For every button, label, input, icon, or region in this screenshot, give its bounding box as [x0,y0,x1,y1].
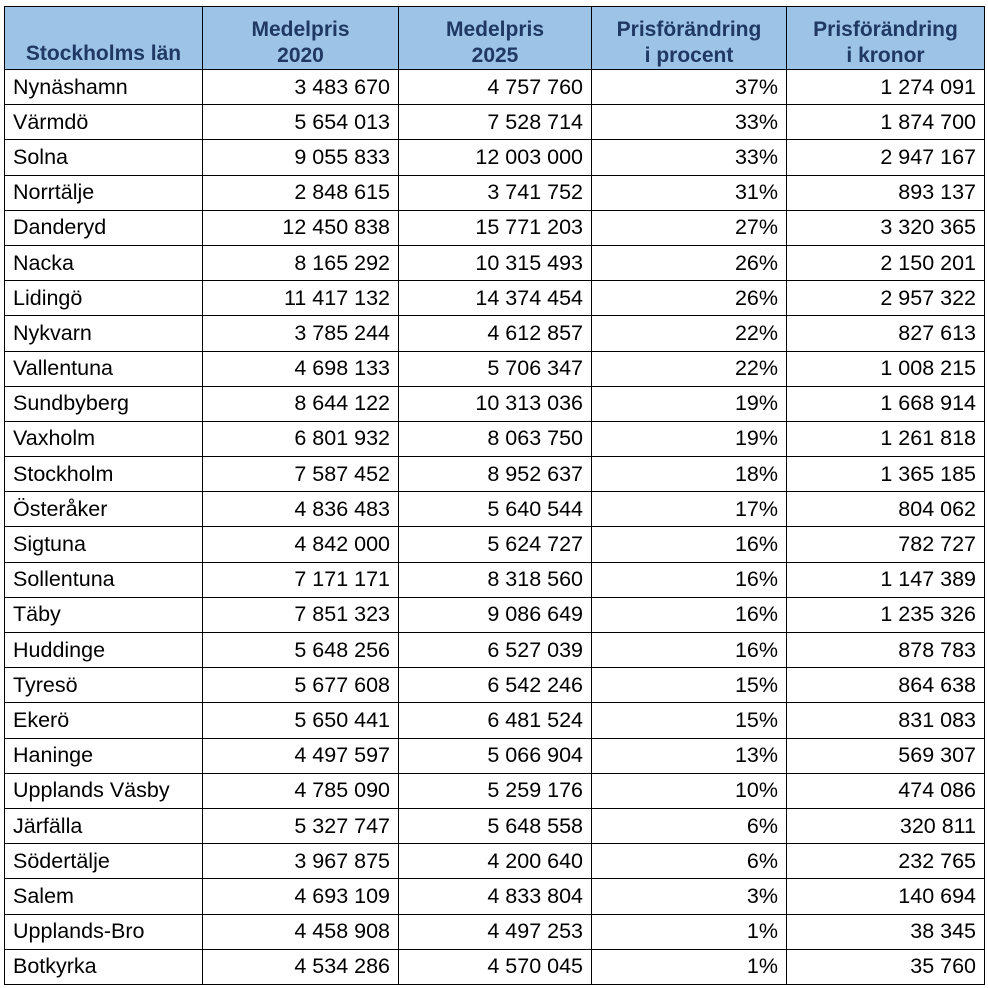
cell-avg-price-2020: 5 327 747 [203,808,399,843]
header-change-kronor [787,7,985,70]
cell-avg-price-2025: 5 706 347 [399,351,592,386]
table-row [5,351,985,386]
cell-avg-price-2025: 15 771 203 [399,210,592,245]
cell-avg-price-2020: 4 698 133 [203,351,399,386]
cell-avg-price-2020: 5 654 013 [203,105,399,140]
cell-municipality: Upplands Väsby [5,773,203,808]
header-municipality [5,7,203,70]
table-row [5,316,985,351]
cell-change-percent: 26% [592,281,787,316]
cell-change-kronor: 878 783 [787,633,985,668]
cell-municipality: Upplands-Bro [5,914,203,949]
cell-change-percent: 33% [592,105,787,140]
cell-avg-price-2025: 4 200 640 [399,844,592,879]
cell-change-percent: 27% [592,210,787,245]
table-row [5,281,985,316]
cell-change-percent: 17% [592,492,787,527]
cell-avg-price-2025: 7 528 714 [399,105,592,140]
cell-avg-price-2020: 5 677 608 [203,668,399,703]
header-municipality-line-1: Stockholms län [25,42,182,65]
cell-change-percent: 15% [592,668,787,703]
cell-avg-price-2020: 4 785 090 [203,773,399,808]
header-avg-price-2025 [399,7,592,70]
cell-change-kronor: 1 365 185 [787,457,985,492]
cell-change-kronor: 831 083 [787,703,985,738]
header-avg-price-2025-line-2: 2025 [471,44,519,67]
cell-change-kronor: 474 086 [787,773,985,808]
cell-avg-price-2025: 12 003 000 [399,140,592,175]
table-row [5,597,985,632]
cell-avg-price-2020: 8 644 122 [203,386,399,421]
cell-avg-price-2020: 3 483 670 [203,70,399,105]
cell-avg-price-2020: 4 534 286 [203,949,399,984]
cell-change-kronor: 1 668 914 [787,386,985,421]
cell-municipality: Sigtuna [5,527,203,562]
cell-change-kronor: 804 062 [787,492,985,527]
table-body [5,70,985,985]
cell-change-percent: 22% [592,351,787,386]
cell-change-kronor: 1 235 326 [787,597,985,632]
table-row [5,421,985,456]
cell-municipality: Vallentuna [5,351,203,386]
cell-municipality: Botkyrka [5,949,203,984]
cell-avg-price-2020: 4 497 597 [203,738,399,773]
cell-municipality: Danderyd [5,210,203,245]
cell-municipality: Sollentuna [5,562,203,597]
cell-avg-price-2025: 10 315 493 [399,245,592,280]
table-row [5,210,985,245]
cell-municipality: Värmdö [5,105,203,140]
table-row [5,140,985,175]
cell-municipality: Vaxholm [5,421,203,456]
table-row [5,773,985,808]
table-row [5,668,985,703]
cell-avg-price-2020: 7 587 452 [203,457,399,492]
cell-avg-price-2020: 7 851 323 [203,597,399,632]
cell-avg-price-2025: 9 086 649 [399,597,592,632]
header-change-kronor-line-1: Prisförändring [813,18,958,41]
cell-change-kronor: 1 274 091 [787,70,985,105]
cell-municipality: Sundbyberg [5,386,203,421]
cell-municipality: Österåker [5,492,203,527]
cell-municipality: Nynäshamn [5,70,203,105]
cell-municipality: Järfälla [5,808,203,843]
cell-change-percent: 26% [592,245,787,280]
cell-avg-price-2020: 7 171 171 [203,562,399,597]
cell-avg-price-2020: 4 458 908 [203,914,399,949]
cell-avg-price-2025: 10 313 036 [399,386,592,421]
cell-avg-price-2020: 11 417 132 [203,281,399,316]
cell-avg-price-2020: 3 967 875 [203,844,399,879]
cell-change-percent: 18% [592,457,787,492]
header-avg-price-2020-line-2: 2020 [277,44,324,67]
cell-change-kronor: 2 957 322 [787,281,985,316]
cell-change-percent: 37% [592,70,787,105]
cell-municipality: Södertälje [5,844,203,879]
cell-avg-price-2025: 6 527 039 [399,633,592,668]
cell-avg-price-2025: 4 612 857 [399,316,592,351]
cell-municipality: Lidingö [5,281,203,316]
cell-change-percent: 1% [592,914,787,949]
cell-change-kronor: 2 150 201 [787,245,985,280]
cell-avg-price-2025: 4 497 253 [399,914,592,949]
cell-change-percent: 6% [592,844,787,879]
table-row [5,879,985,914]
cell-avg-price-2020: 4 693 109 [203,879,399,914]
cell-avg-price-2025: 4 757 760 [399,70,592,105]
cell-avg-price-2025: 3 741 752 [399,175,592,210]
header-avg-price-2025-line-1: Medelpris [445,18,545,41]
cell-avg-price-2025: 5 640 544 [399,492,592,527]
cell-municipality: Solna [5,140,203,175]
table-row [5,105,985,140]
header-change-percent-line-1: Prisförändring [616,18,762,41]
table-row [5,808,985,843]
cell-change-percent: 6% [592,808,787,843]
cell-avg-price-2020: 12 450 838 [203,210,399,245]
table-row [5,914,985,949]
cell-change-kronor: 827 613 [787,316,985,351]
cell-change-percent: 16% [592,527,787,562]
cell-municipality: Tyresö [5,668,203,703]
cell-avg-price-2025: 5 624 727 [399,527,592,562]
table-row [5,70,985,105]
cell-change-percent: 16% [592,562,787,597]
table-row [5,492,985,527]
price-table [4,6,985,985]
header-avg-price-2020 [203,7,399,70]
cell-change-kronor: 1 261 818 [787,421,985,456]
cell-change-percent: 22% [592,316,787,351]
cell-avg-price-2020: 5 650 441 [203,703,399,738]
cell-municipality: Haninge [5,738,203,773]
cell-avg-price-2020: 5 648 256 [203,633,399,668]
cell-avg-price-2025: 6 481 524 [399,703,592,738]
cell-change-percent: 16% [592,597,787,632]
cell-change-kronor: 1 008 215 [787,351,985,386]
table-row [5,562,985,597]
cell-avg-price-2025: 8 318 560 [399,562,592,597]
cell-change-percent: 19% [592,421,787,456]
cell-change-kronor: 38 345 [787,914,985,949]
cell-avg-price-2025: 5 648 558 [399,808,592,843]
header-change-percent-line-2: i procent [644,44,734,67]
cell-change-percent: 1% [592,949,787,984]
cell-avg-price-2025: 8 952 637 [399,457,592,492]
cell-change-kronor: 864 638 [787,668,985,703]
cell-avg-price-2025: 4 570 045 [399,949,592,984]
cell-change-kronor: 232 765 [787,844,985,879]
cell-change-percent: 19% [592,386,787,421]
cell-change-percent: 3% [592,879,787,914]
cell-change-percent: 16% [592,633,787,668]
table-row [5,175,985,210]
cell-municipality: Norrtälje [5,175,203,210]
header-change-percent [592,7,787,70]
table-row [5,457,985,492]
price-table-container [4,6,985,985]
cell-change-kronor: 893 137 [787,175,985,210]
table-row [5,633,985,668]
cell-avg-price-2020: 6 801 932 [203,421,399,456]
cell-change-kronor: 140 694 [787,879,985,914]
cell-change-percent: 15% [592,703,787,738]
cell-avg-price-2020: 8 165 292 [203,245,399,280]
cell-avg-price-2025: 14 374 454 [399,281,592,316]
cell-change-kronor: 782 727 [787,527,985,562]
cell-municipality: Stockholm [5,457,203,492]
cell-change-kronor: 35 760 [787,949,985,984]
cell-change-kronor: 569 307 [787,738,985,773]
cell-change-kronor: 3 320 365 [787,210,985,245]
cell-avg-price-2025: 6 542 246 [399,668,592,703]
cell-change-percent: 10% [592,773,787,808]
cell-municipality: Salem [5,879,203,914]
cell-avg-price-2020: 3 785 244 [203,316,399,351]
cell-municipality: Ekerö [5,703,203,738]
cell-avg-price-2025: 5 066 904 [399,738,592,773]
cell-municipality: Nykvarn [5,316,203,351]
table-row [5,386,985,421]
cell-avg-price-2025: 5 259 176 [399,773,592,808]
cell-municipality: Nacka [5,245,203,280]
header-avg-price-2020-line-1: Medelpris [251,18,350,41]
cell-avg-price-2020: 4 842 000 [203,527,399,562]
table-row [5,527,985,562]
cell-avg-price-2020: 9 055 833 [203,140,399,175]
cell-change-percent: 13% [592,738,787,773]
cell-change-kronor: 320 811 [787,808,985,843]
header-row [5,7,985,70]
cell-change-percent: 33% [592,140,787,175]
cell-municipality: Täby [5,597,203,632]
cell-avg-price-2025: 4 833 804 [399,879,592,914]
cell-avg-price-2025: 8 063 750 [399,421,592,456]
table-row [5,844,985,879]
cell-avg-price-2020: 2 848 615 [203,175,399,210]
cell-change-kronor: 1 874 700 [787,105,985,140]
table-row [5,245,985,280]
table-row [5,703,985,738]
header-change-kronor-line-2: i kronor [846,44,925,67]
cell-avg-price-2020: 4 836 483 [203,492,399,527]
cell-change-kronor: 2 947 167 [787,140,985,175]
cell-municipality: Huddinge [5,633,203,668]
cell-change-kronor: 1 147 389 [787,562,985,597]
table-row [5,738,985,773]
table-row [5,949,985,984]
cell-change-percent: 31% [592,175,787,210]
